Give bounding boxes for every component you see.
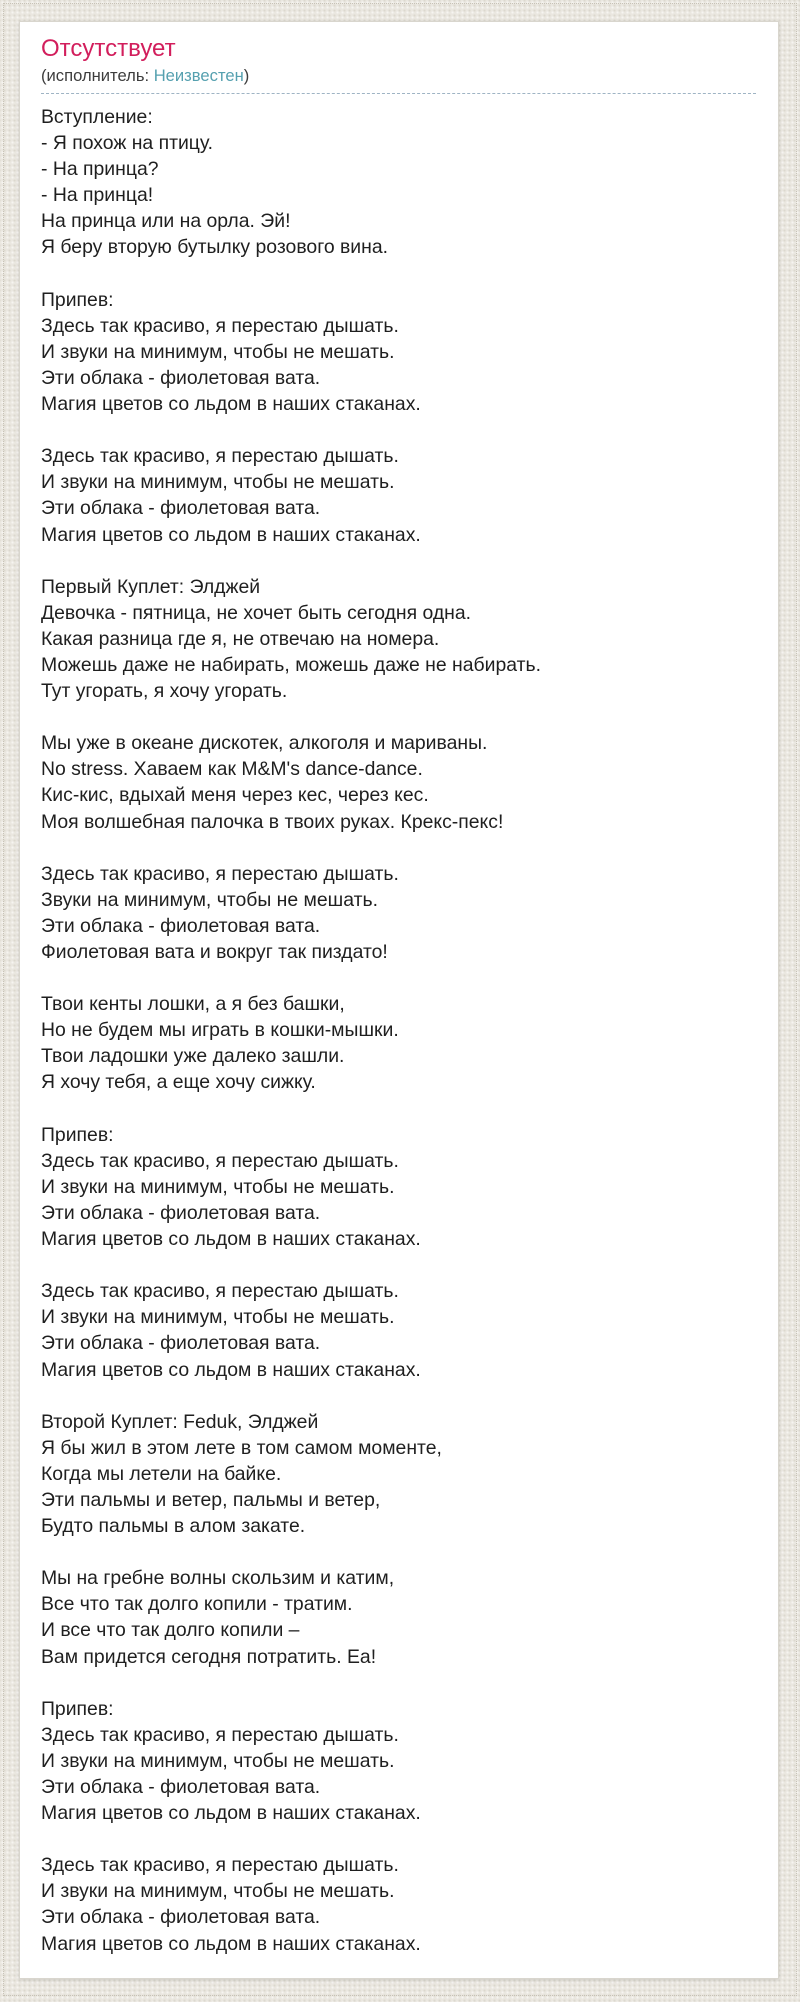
- lyric-line: Здесь так красиво, я перестаю дышать.: [41, 862, 399, 885]
- lyric-line: Припев:: [41, 1697, 114, 1720]
- lyric-line: Магия цветов со льдом в наших стаканах.: [41, 1228, 421, 1251]
- artist-label-open: (исполнитель:: [41, 66, 154, 85]
- lyric-line: Эти облака - фиолетовая вата.: [41, 1201, 321, 1224]
- stanza: [41, 443, 756, 547]
- lyric-line: Девочка - пятница, не хочет быть сегодня одна.: [41, 601, 472, 624]
- stanza: [41, 1852, 756, 1956]
- lyric-line: На принца или на орла. Эй!: [41, 210, 291, 233]
- lyric-line: Припев:: [41, 1123, 114, 1146]
- lyrics-card: [19, 21, 779, 1979]
- lyric-line: Твои кенты лошки, а я без башки,: [41, 993, 345, 1016]
- lyric-line: Вступление:: [41, 106, 153, 128]
- lyric-line: Мы на гребне волны скользим и катим,: [41, 1567, 395, 1590]
- lyric-line: Все что так долго копили - тратим.: [41, 1593, 353, 1616]
- lyric-line: Какая разница где я, не отвечаю на номера.: [41, 627, 440, 650]
- lyric-line: Припев:: [41, 288, 114, 311]
- lyric-line: И звуки на минимум, чтобы не мешать.: [41, 1749, 395, 1772]
- lyric-line: Будто пальмы в алом закате.: [41, 1515, 306, 1538]
- lyric-line: И звуки на минимум, чтобы не мешать.: [41, 1175, 395, 1198]
- lyric-line: Здесь так красиво, я перестаю дышать.: [41, 445, 399, 468]
- lyric-line: Эти облака - фиолетовая вата.: [41, 366, 321, 389]
- lyric-line: И звуки на минимум, чтобы не мешать.: [41, 1306, 395, 1329]
- lyric-line: Первый Куплет: Элджей: [41, 575, 261, 598]
- lyric-line: No stress. Хаваем как M&M's dance-dance.: [41, 758, 423, 781]
- lyric-line: И звуки на минимум, чтобы не мешать.: [41, 471, 395, 494]
- stanza: [41, 1122, 756, 1252]
- lyric-line: Твои ладошки уже далеко зашли.: [41, 1045, 345, 1068]
- lyric-line: Магия цветов со льдом в наших стаканах.: [41, 393, 421, 416]
- lyric-line: Но не будем мы играть в кошки-мышки.: [41, 1019, 399, 1042]
- lyric-line: Вам придется сегодня потратить. Еа!: [41, 1645, 377, 1668]
- lyrics-text: [41, 104, 756, 1957]
- artist-line: [41, 65, 756, 94]
- lyric-line: Эти облака - фиолетовая вата.: [41, 1776, 321, 1798]
- lyric-line: Эти пальмы и ветер, пальмы и ветер,: [41, 1488, 381, 1511]
- stanza: [41, 991, 756, 1095]
- lyric-line: Кис-кис, вдыхай меня через кес, через кес.: [41, 784, 429, 807]
- lyric-line: Эти облака - фиолетовая вата.: [41, 497, 321, 520]
- stanza: [41, 730, 756, 834]
- lyric-line: И звуки на минимум, чтобы не мешать.: [41, 1880, 395, 1903]
- lyric-line: Мы уже в океане дискотек, алкоголя и мариваны.: [41, 732, 488, 755]
- lyric-line: Моя волшебная палочка в твоих руках. Крекс-пекс!: [41, 810, 504, 833]
- stanza: [41, 1278, 756, 1382]
- lyric-line: Здесь так красиво, я перестаю дышать.: [41, 1149, 399, 1172]
- lyric-line: Я бы жил в этом лете в том самом моменте,: [41, 1436, 442, 1459]
- song-title: Отсутствует: [41, 35, 176, 62]
- lyric-line: Здесь так красиво, я перестаю дышать.: [41, 314, 399, 337]
- stanza: [41, 1409, 756, 1539]
- stanza: [41, 287, 756, 417]
- lyric-line: Здесь так красиво, я перестаю дышать.: [41, 1723, 399, 1746]
- lyric-line: Я беру вторую бутылку розового вина.: [41, 236, 389, 259]
- lyric-line: - На принца!: [41, 184, 154, 207]
- artist-label-close: ): [243, 66, 250, 85]
- lyric-line: Тут угорать, я хочу угорать.: [41, 680, 288, 703]
- stanza: [41, 104, 756, 261]
- lyric-line: Магия цветов со льдом в наших стаканах.: [41, 1802, 421, 1825]
- lyric-line: - На принца?: [41, 158, 159, 181]
- lyric-line: Второй Куплет: Feduk, Элджей: [41, 1410, 319, 1433]
- lyric-line: Здесь так красиво, я перестаю дышать.: [41, 1280, 399, 1303]
- lyric-line: - Я похож на птицу.: [41, 132, 214, 155]
- artist-link[interactable]: Неизвестен: [153, 66, 244, 85]
- lyric-line: Эти облака - фиолетовая вата.: [41, 914, 321, 937]
- lyric-line: Эти облака - фиолетовая вата.: [41, 1332, 321, 1355]
- lyric-line: Звуки на минимум, чтобы не мешать.: [41, 888, 378, 911]
- stanza: [41, 861, 756, 965]
- lyric-line: Можешь даже не набирать, можешь даже не набирать.: [41, 653, 541, 676]
- lyric-line: И звуки на минимум, чтобы не мешать.: [41, 340, 395, 363]
- stanza: [41, 1565, 756, 1669]
- lyric-line: Магия цветов со льдом в наших стаканах.: [41, 1932, 421, 1955]
- lyric-line: Магия цветов со льдом в наших стаканах.: [41, 1358, 421, 1381]
- song-header: [41, 35, 756, 94]
- lyric-line: Когда мы летели на байке.: [41, 1462, 282, 1485]
- lyric-line: Я хочу тебя, а еще хочу сижку.: [41, 1071, 316, 1094]
- lyric-line: Магия цветов со льдом в наших стаканах.: [41, 523, 421, 546]
- stanza: [41, 574, 756, 704]
- lyric-line: И все что так долго копили –: [41, 1619, 300, 1642]
- lyric-line: Эти облака - фиолетовая вата.: [41, 1906, 321, 1929]
- lyric-line: Фиолетовая вата и вокруг так пиздато!: [41, 941, 388, 963]
- lyric-line: Здесь так красиво, я перестаю дышать.: [41, 1854, 399, 1877]
- stanza: [41, 1696, 756, 1826]
